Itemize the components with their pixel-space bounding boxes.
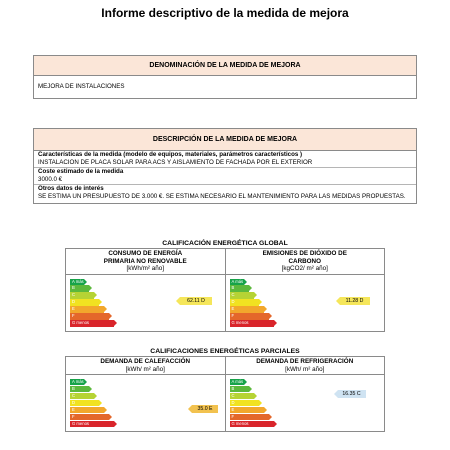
energy-class-bar-d: D [230, 400, 259, 406]
energy-class-bar-g: G menos [70, 421, 114, 427]
consumo-unit: [kWh/m² año] [126, 265, 164, 272]
caracteristicas-value: INSTALACION DE PLACA SOLAR PARA ACS Y AISLAMIENTO DE FACHADA POR EL EXTERIOR [38, 159, 313, 166]
refrigeracion-panel [225, 375, 385, 431]
calefaccion-header [66, 357, 225, 374]
denominacion-value: MEJORA DE INSTALACIONES [38, 83, 125, 90]
energy-class-bar-f: F [230, 414, 269, 420]
coste-block [34, 168, 416, 185]
energy-class-bar-g: G menos [230, 421, 274, 427]
energy-class-bar-a: A más [231, 379, 244, 384]
coste-label: Coste estimado de la medida [38, 168, 124, 175]
energy-class-bar-g: G menos [70, 320, 114, 326]
descripcion-heading: DESCRIPCIÓN DE LA MEDIDA DE MEJORA [34, 129, 416, 151]
energy-class-bar-c: C [70, 393, 94, 399]
otros-block [34, 185, 416, 203]
energy-class-bar-f: F [70, 414, 109, 420]
energy-class-bar-b: B [70, 285, 89, 291]
emisiones-panel [225, 275, 385, 331]
refrigeracion-title: DEMANDA DE REFRIGERACIÓN [256, 358, 354, 365]
calefaccion-indicator: 35.0 E [192, 405, 218, 413]
consumo-title-1: CONSUMO DE ENERGÍA [108, 250, 183, 257]
calefaccion-energy-scale [70, 379, 114, 428]
refrigeracion-header [225, 357, 385, 374]
emisiones-indicator: 11.28 D [340, 297, 370, 305]
energy-class-bar-c: C [230, 393, 254, 399]
energy-class-bar-b: B [230, 386, 249, 392]
descripcion-box [33, 128, 417, 204]
parciales-heading: CALIFICACIONES ENERGÉTICAS PARCIALES [150, 348, 300, 355]
consumo-panel [66, 275, 225, 331]
caracteristicas-block [34, 151, 416, 168]
energy-class-bar-b: B [230, 285, 249, 291]
parciales-rating-table [65, 356, 385, 432]
calefaccion-panel [66, 375, 225, 431]
refrigeracion-energy-scale [230, 379, 274, 428]
energy-class-bar-a: A más [72, 278, 84, 284]
energy-class-bar-d: D [230, 299, 259, 305]
energy-class-bar-a: A más [72, 379, 84, 384]
global-rating-header [66, 249, 384, 275]
otros-value: SE ESTIMA UN PRESUPUESTO DE 3.000 €. SE ESTIMA NECESARIO EL MANTENIMIENTO PARA LAS MEDIDAS PROPUESTAS. [38, 193, 406, 200]
energy-class-bar-b: B [70, 386, 89, 392]
denominacion-box [33, 55, 417, 99]
calefaccion-unit: [kWh/ m² año] [125, 365, 165, 373]
refrigeracion-unit: [kWh/ m² año] [285, 365, 325, 373]
parciales-rating-header [66, 357, 384, 375]
emisiones-title-2: CARBONO [288, 257, 322, 265]
emisiones-title-1: EMISIONES DE DIÓXIDO DE [262, 250, 347, 257]
calefaccion-title: DEMANDA DE CALEFACCIÓN [100, 358, 191, 365]
global-rating-table [65, 248, 385, 332]
caracteristicas-label: Características de la medida (modelo de equipos, materiales, parámetros característicos ) [38, 151, 303, 158]
refrigeracion-indicator: 16.35 C [338, 390, 366, 398]
emisiones-header [225, 249, 385, 274]
energy-class-bar-c: C [230, 292, 254, 298]
energy-class-bar-e: E [70, 306, 104, 312]
energy-class-bar-c: C [70, 292, 94, 298]
otros-label: Otros datos de interés [38, 185, 104, 192]
energy-class-bar-f: F [70, 313, 109, 319]
energy-class-bar-e: E [230, 407, 264, 413]
energy-class-bar-a: A más [231, 278, 244, 284]
emisiones-energy-scale [230, 279, 274, 328]
parciales-rating-body [66, 375, 384, 431]
page-title: Informe descriptivo de la medida de mejora [101, 6, 349, 20]
energy-class-bar-e: E [230, 306, 264, 312]
denominacion-heading: DENOMINACIÓN DE LA MEDIDA DE MEJORA [34, 56, 416, 76]
energy-class-bar-g: G menos [230, 320, 274, 326]
consumo-header [66, 249, 225, 274]
energy-class-bar-d: D [70, 400, 99, 406]
energy-class-bar-f: F [230, 313, 269, 319]
energy-class-bar-d: D [70, 299, 99, 305]
energy-class-bar-e: E [70, 407, 104, 413]
consumo-title-2: PRIMARIA NO RENOVABLE [103, 257, 187, 265]
global-heading: CALIFICACIÓN ENERGÉTICA GLOBAL [162, 240, 288, 247]
emisiones-unit: [kgCO2/ m² año] [281, 265, 328, 272]
coste-value: 3000.0 € [38, 176, 63, 183]
consumo-indicator: 62.11 D [180, 297, 212, 305]
global-rating-body [66, 275, 384, 331]
consumo-energy-scale [70, 279, 114, 328]
